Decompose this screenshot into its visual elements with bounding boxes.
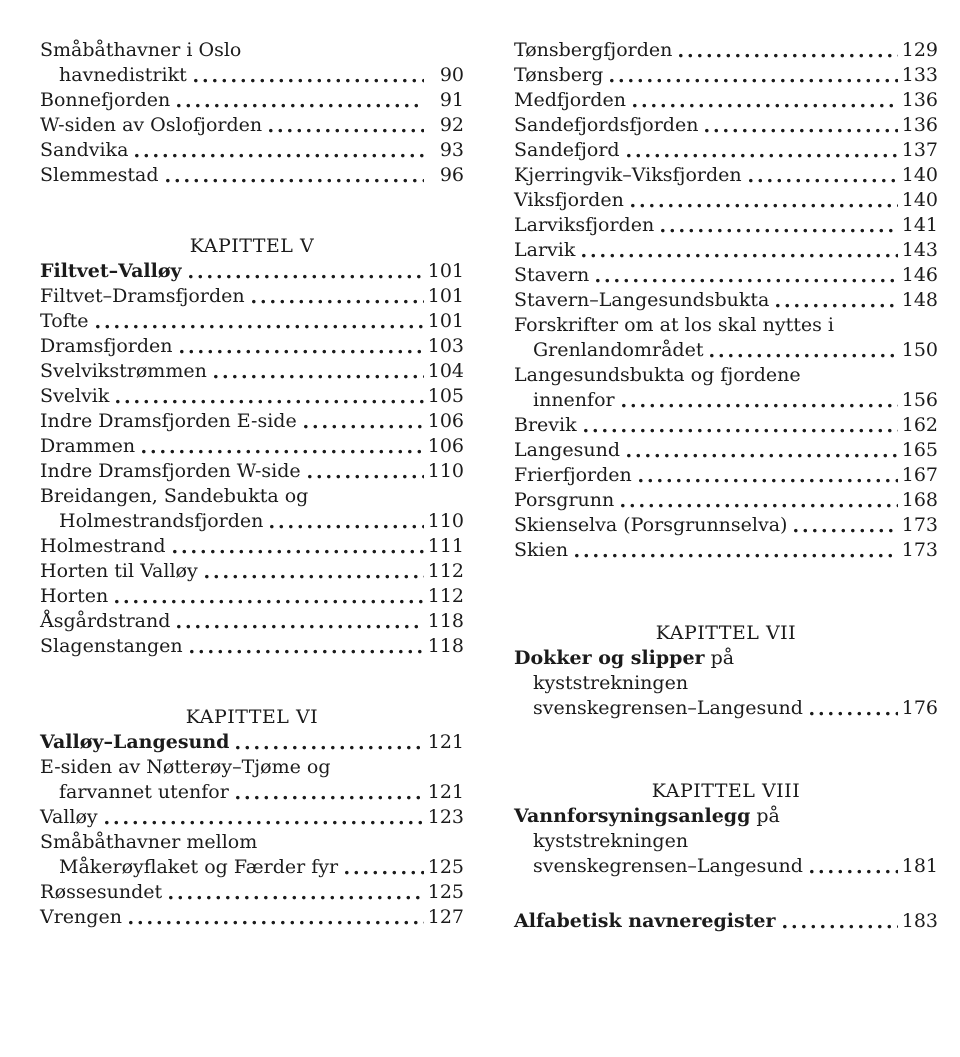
dot-leader (166, 178, 425, 183)
page-number: 150 (901, 339, 938, 361)
chapter-heading: KAPITTEL VII (655, 622, 797, 644)
dot-leader (180, 349, 424, 354)
entry-label: Horten (40, 585, 109, 607)
toc-entry-line (514, 488, 938, 513)
dot-leader (810, 711, 898, 716)
page-number: 112 (427, 585, 464, 607)
page-number: 140 (901, 189, 938, 211)
page-number: 118 (427, 610, 464, 632)
toc-entry-line (514, 463, 938, 488)
toc-column-left (40, 38, 464, 934)
chapter-heading: KAPITTEL VIII (651, 780, 801, 802)
dot-leader (596, 278, 897, 283)
page-number: 90 (439, 64, 464, 86)
page-number: 156 (901, 389, 938, 411)
toc-entry-line (514, 388, 938, 413)
entry-label: Småbåthavner i Oslo (40, 39, 242, 61)
entry-label: Røssesundet (40, 881, 163, 903)
toc-entry-line (40, 805, 464, 830)
entry-label: svenskegrensen–Langesund (533, 855, 803, 877)
toc-entry-line (40, 163, 464, 188)
toc-section (40, 705, 464, 930)
dot-leader (205, 574, 424, 579)
entry-label: Medfjorden (514, 89, 626, 111)
toc-entry-line (514, 313, 938, 338)
dot-leader (710, 353, 897, 358)
dot-leader (236, 795, 424, 800)
dot-leader (252, 299, 424, 304)
entry-label: Viksfjorden (514, 189, 624, 211)
toc-entry-line (40, 830, 464, 855)
dot-leader (661, 228, 898, 233)
entry-label: svenskegrensen–Langesund (533, 697, 803, 719)
chapter-heading: KAPITTEL V (189, 235, 315, 257)
toc-entry-line (40, 534, 464, 559)
toc-entry-line (514, 238, 938, 263)
toc-entry-line (514, 213, 938, 238)
page-number: 93 (439, 139, 464, 161)
entry-label: Porsgrunn (514, 489, 615, 511)
page-number: 125 (427, 856, 464, 878)
entry-label: Holmestrand (40, 535, 166, 557)
dot-leader (610, 78, 897, 83)
entry-label: Kjerringvik–Viksfjorden (514, 164, 742, 186)
dot-leader (621, 503, 897, 508)
toc-entry-line (514, 413, 938, 438)
toc-entry-line (514, 438, 938, 463)
chapter-heading: KAPITTEL VI (185, 706, 319, 728)
dot-leader (214, 374, 424, 379)
entry-label: W-siden av Oslofjorden (40, 114, 263, 136)
toc-section (40, 38, 464, 188)
dot-leader (105, 820, 424, 825)
toc-section (40, 234, 464, 659)
page-number: 143 (901, 239, 938, 261)
entry-label: Dramsfjorden (40, 335, 173, 357)
entry-label: Slemmestad (40, 164, 159, 186)
page-number: 92 (439, 114, 464, 136)
entry-label: Småbåthavner mellom (40, 831, 258, 853)
entry-label: Indre Dramsfjorden W-side (40, 460, 301, 482)
dot-leader (173, 549, 424, 554)
page-number: 129 (901, 39, 938, 61)
entry-label: kyststrekningen (533, 672, 689, 694)
toc-entry-line (40, 384, 464, 409)
entry-label: innenfor (533, 389, 615, 411)
entry-label: Vannforsyningsanlegg på (514, 805, 780, 827)
toc-entry-line (40, 409, 464, 434)
entry-label: kyststrekningen (533, 830, 689, 852)
entry-label: Holmestrandsfjorden (59, 510, 264, 532)
dot-leader (622, 403, 898, 408)
toc-column-right (514, 38, 938, 934)
entry-label: Bonnefjorden (40, 89, 171, 111)
dot-leader (749, 178, 898, 183)
dot-leader (584, 428, 898, 433)
entry-label: Indre Dramsfjorden E-side (40, 410, 297, 432)
entry-label: Langesundsbukta og fjordene (514, 364, 801, 386)
toc-section (514, 38, 938, 563)
page-number: 136 (901, 114, 938, 136)
dot-leader (627, 453, 898, 458)
dot-leader (189, 274, 424, 279)
toc-entry-line (40, 780, 464, 805)
toc-entry-line (40, 584, 464, 609)
toc-entry-line (40, 113, 464, 138)
dot-leader (129, 920, 424, 925)
entry-label: Stavern–Langesundsbukta (514, 289, 770, 311)
entry-label: Brevik (514, 414, 577, 436)
toc-entry-line (40, 880, 464, 905)
page-number: 125 (427, 881, 464, 903)
page-number: 111 (427, 535, 464, 557)
dot-leader (810, 869, 898, 874)
toc-entry-line (514, 338, 938, 363)
toc-entry-line (40, 334, 464, 359)
page-number: 105 (427, 385, 464, 407)
dot-leader (679, 53, 897, 58)
toc-entry-line (40, 609, 464, 634)
entry-label: Tønsbergfjorden (514, 39, 673, 61)
toc-entry-line (40, 730, 464, 755)
page-number: 141 (901, 214, 938, 236)
page-number: 103 (427, 335, 464, 357)
dot-leader (582, 253, 897, 258)
toc-entry-line (514, 538, 938, 563)
toc-section (514, 779, 938, 879)
entry-label: Alfabetisk navneregister (514, 910, 776, 932)
dot-leader (776, 303, 897, 308)
page-number: 148 (901, 289, 938, 311)
page-number: 137 (901, 139, 938, 161)
dot-leader (194, 78, 424, 83)
entry-label: Vrengen (40, 906, 122, 928)
entry-label: Svelvik (40, 385, 110, 407)
toc-entry-line (40, 259, 464, 284)
page-number: 123 (427, 806, 464, 828)
page-number: 91 (439, 89, 464, 111)
entry-label: Filtvet–Valløy (40, 260, 182, 282)
entry-label: havnedistrikt (59, 64, 187, 86)
dot-leader (631, 203, 898, 208)
dot-leader (269, 128, 424, 133)
page-number: 140 (901, 164, 938, 186)
entry-label: E-siden av Nøtterøy–Tjøme og (40, 756, 331, 778)
toc-entry-line (40, 459, 464, 484)
entry-label: Dokker og slipper på (514, 647, 735, 669)
page-number: 168 (901, 489, 938, 511)
dot-leader (627, 153, 898, 158)
toc-entry-line (40, 484, 464, 509)
page-number: 183 (901, 910, 938, 932)
toc-entry-line (40, 509, 464, 534)
toc-entry-line (514, 88, 938, 113)
page-number: 101 (427, 310, 464, 332)
page-number: 106 (427, 410, 464, 432)
page-number: 173 (901, 514, 938, 536)
toc-entry-line (514, 163, 938, 188)
entry-label: Tønsberg (514, 64, 604, 86)
page-number: 121 (427, 781, 464, 803)
page-number: 162 (901, 414, 938, 436)
entry-label: Tofte (40, 310, 89, 332)
toc-entry-line (514, 263, 938, 288)
dot-leader (190, 649, 424, 654)
toc-section (514, 621, 938, 721)
page-number: 181 (901, 855, 938, 877)
entry-label: Åsgårdstrand (40, 610, 171, 632)
dot-leader (270, 524, 423, 529)
toc-entry-line (40, 905, 464, 930)
entry-label: Sandvika (40, 139, 129, 161)
dot-leader (96, 324, 424, 329)
entry-label: Breidangen, Sandebukta og (40, 485, 309, 507)
toc-entry-line (514, 63, 938, 88)
dot-leader (575, 553, 898, 558)
page-number: 167 (901, 464, 938, 486)
dot-leader (115, 599, 424, 604)
toc-entry-line (40, 138, 464, 163)
toc-entry-line (514, 671, 938, 696)
dot-leader (345, 870, 424, 875)
dot-leader (116, 399, 423, 404)
dot-leader (633, 103, 898, 108)
page-number: 101 (427, 260, 464, 282)
toc-entry-line (514, 188, 938, 213)
entry-label: Svelvikstrømmen (40, 360, 207, 382)
entry-label: Langesund (514, 439, 620, 461)
entry-label: Grenlandområdet (533, 339, 704, 361)
toc-entry-line (40, 38, 464, 63)
dot-leader (308, 474, 424, 479)
toc-entry-line (40, 88, 464, 113)
page-number: 112 (427, 560, 464, 582)
dot-leader (177, 624, 423, 629)
entry-label: Valløy–Langesund (40, 731, 230, 753)
page-number: 173 (901, 539, 938, 561)
entry-label: Drammen (40, 435, 136, 457)
dot-leader (177, 103, 424, 108)
toc-entry-line (514, 646, 938, 671)
page-number: 96 (439, 164, 464, 186)
dot-leader (705, 128, 897, 133)
toc-entry-line (514, 696, 938, 721)
dot-leader (169, 895, 424, 900)
page-number: 165 (901, 439, 938, 461)
dot-leader (304, 424, 424, 429)
toc-entry-line (514, 513, 938, 538)
toc-entry-line (40, 359, 464, 384)
toc-entry-line (40, 63, 464, 88)
toc-entry-line (40, 634, 464, 659)
toc-entry-line (514, 363, 938, 388)
page-number: 121 (427, 731, 464, 753)
page-number: 101 (427, 285, 464, 307)
entry-label: Larviksfjorden (514, 214, 655, 236)
toc-entry-line (514, 909, 938, 934)
page-number: 136 (901, 89, 938, 111)
page-number: 118 (427, 635, 464, 657)
dot-leader (783, 924, 898, 929)
page-number: 133 (901, 64, 938, 86)
toc-entry-line (40, 855, 464, 880)
entry-label: Stavern (514, 264, 590, 286)
page-number: 127 (427, 906, 464, 928)
page-number: 110 (427, 460, 464, 482)
toc-entry-line (514, 829, 938, 854)
page-number: 104 (427, 360, 464, 382)
toc-entry-line (514, 138, 938, 163)
entry-label: Larvik (514, 239, 576, 261)
dot-leader (135, 153, 424, 158)
entry-label: farvannet utenfor (59, 781, 229, 803)
entry-label: Filtvet–Dramsfjorden (40, 285, 245, 307)
toc-entry-line (514, 854, 938, 879)
page-number: 176 (901, 697, 938, 719)
entry-label: Slagenstangen (40, 635, 183, 657)
page-number: 106 (427, 435, 464, 457)
dot-leader (236, 745, 423, 750)
dot-leader (639, 478, 898, 483)
toc-entry-line (40, 284, 464, 309)
entry-label: Sandefjord (514, 139, 620, 161)
entry-label: Måkerøyflaket og Færder fyr (59, 856, 339, 878)
entry-label: Skienselva (Porsgrunnselva) (514, 514, 788, 536)
toc-entry-line (40, 434, 464, 459)
entry-label: Skien (514, 539, 569, 561)
toc-entry-line (40, 559, 464, 584)
toc-entry-line (514, 113, 938, 138)
entry-label: Forskrifter om at los skal nyttes i (514, 314, 834, 336)
dot-leader (142, 449, 424, 454)
entry-label: Horten til Valløy (40, 560, 198, 582)
toc-entry-line (40, 309, 464, 334)
entry-label: Sandefjordsfjorden (514, 114, 699, 136)
entry-label: Valløy (40, 806, 98, 828)
toc-entry-line (514, 804, 938, 829)
page-number: 146 (901, 264, 938, 286)
toc-entry-line (514, 288, 938, 313)
page-number: 110 (427, 510, 464, 532)
toc-entry-line (40, 755, 464, 780)
toc-entry-line (514, 38, 938, 63)
toc-section (514, 909, 938, 934)
entry-label: Frierfjorden (514, 464, 632, 486)
dot-leader (794, 528, 897, 533)
